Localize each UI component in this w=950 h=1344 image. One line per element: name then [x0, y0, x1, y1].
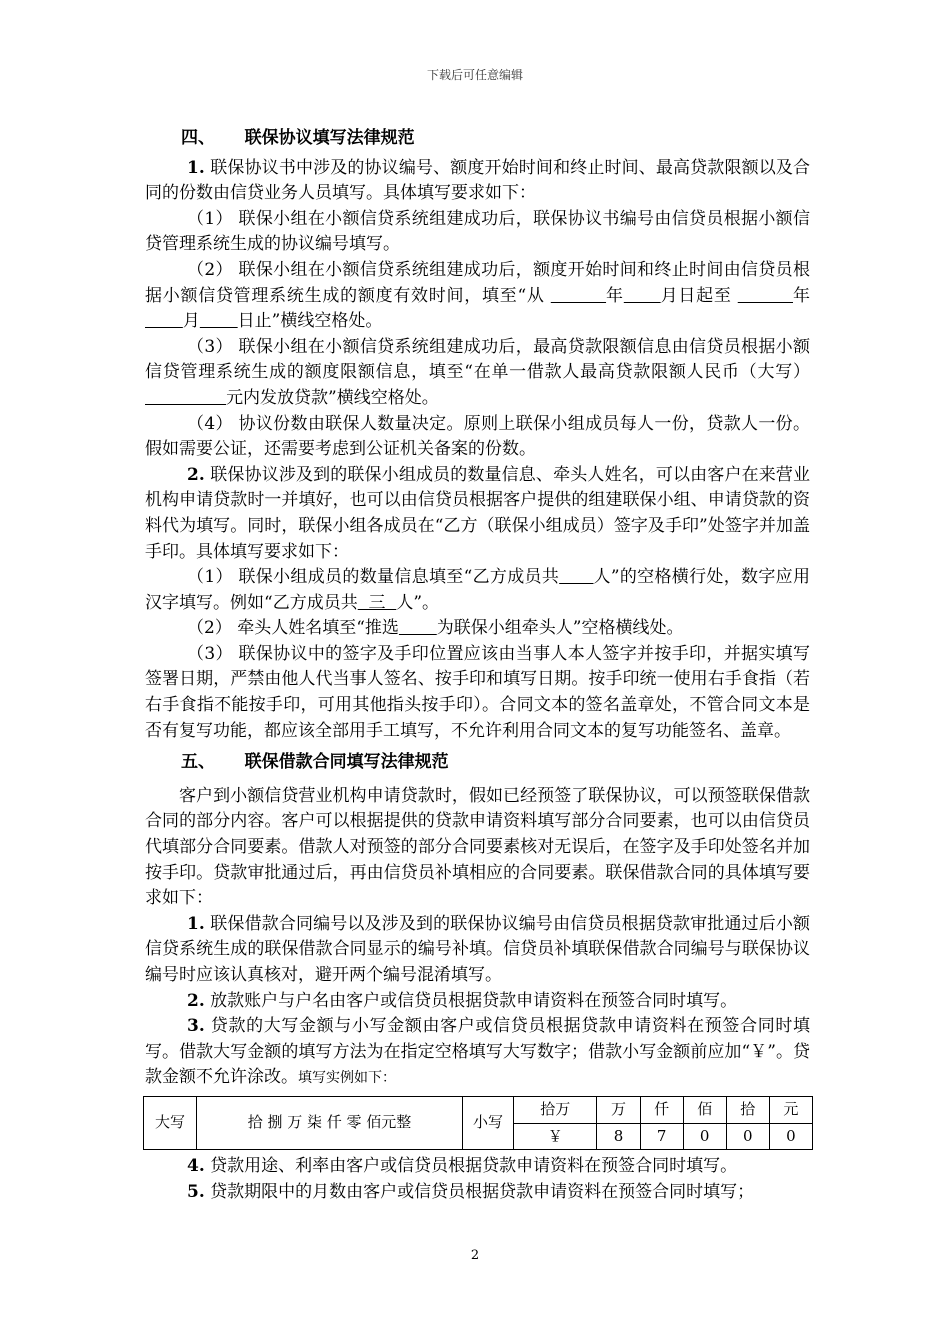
blank-line	[559, 567, 593, 587]
unit-cell: 仟	[640, 1096, 683, 1123]
paragraph: 4. 贷款用途、利率由客户或信贷员根据贷款申请资料在预签合同时填写。	[187, 1156, 738, 1177]
section-4-heading	[145, 126, 810, 152]
paragraph: 1. 联保借款合同编号以及涉及到的联保协议编号由信贷员根据贷款审批通过后小额信贷系统生成的联保借款合同显示的编号补填。信贷员补填联保借款合同编号与联保协议编号时应该认真核对，避开两个编号混淆填写。	[145, 913, 811, 985]
paragraph: 3. 贷款的大写金额与小写金额由客户或信贷员根据贷款申请资料在预签合同时填写。借款大写金额的填写方法为在指定空格填写大写数字；借款小写金额前应加“￥”。贷款金额不允许涂改。填写实例如下：	[145, 1016, 810, 1088]
unit-cell: 拾	[726, 1096, 769, 1123]
digit-cell: 7	[640, 1123, 683, 1150]
big-amount-label: 大写	[144, 1096, 197, 1149]
paragraph: （1） 联保小组成员的数量信息填至“乙方成员共 人”的空格横行处，数字应用汉字填写。例如“乙方成员共 三 人”。	[145, 567, 810, 613]
paragraph: 5. 贷款期限中的月数由客户或信贷员根据贷款申请资料在预签合同时填写；	[187, 1181, 755, 1202]
small-amount-label: 小写	[463, 1096, 514, 1149]
paragraph: （2） 牵头人姓名填至“推选 为联保小组牵头人”空格横线处。	[187, 618, 684, 639]
section-5-number: 五、	[181, 752, 215, 773]
blank-line	[145, 311, 183, 331]
blank-line	[624, 286, 661, 306]
paragraph: （2） 联保小组在小额信贷系统组建成功后，额度开始时间和终止时间由信贷员根据小额信贷管理系统生成的额度有效时间，填至“从 年 月日起至 年 月 日止”横线空格处。	[145, 259, 810, 332]
unit-cell: 佰	[683, 1096, 726, 1123]
unit-cell: 万	[597, 1096, 640, 1123]
blank-line	[145, 388, 226, 408]
digit-cell: 0	[769, 1123, 812, 1150]
blank-line	[738, 286, 793, 306]
unit-cell: 拾万	[514, 1096, 597, 1123]
blank-line	[551, 286, 606, 306]
paragraph: 2. 联保协议涉及到的联保小组成员的数量信息、牵头人姓名，可以由客户在来营业机构申请贷款时一并填好，也可以由信贷员根据客户提供的组建联保小组、申请贷款的资料代为填写。同时，联保小组各成员在“乙方（联保小组成员）签字及手印”处签字并加盖手印。具体填写要求如下：	[145, 464, 811, 562]
page-number: 2	[470, 1248, 480, 1263]
paragraph: 1. 联保协议书中涉及的协议编号、额度开始时间和终止时间、最高贷款限额以及合同的份数由信贷业务人员填写。具体填写要求如下：	[145, 157, 811, 204]
unit-cell: 元	[769, 1096, 812, 1123]
digit-cell: 8	[597, 1123, 640, 1150]
big-amount-value: 拾 捌 万 柒 仟 零 佰元整	[197, 1096, 463, 1149]
paragraph: 客户到小额信贷营业机构申请贷款时，假如已经预签了联保协议，可以预签联保借款合同的部分内容。客户可以根据提供的贷款申请资料填写部分合同要素，也可以由信贷员代填部分合同要素。借款人对预签的部分合同要素核对无误后，在签字及手印处签名并加按手印。贷款审批通过后，再由信贷员补填相应的合同要素。联保借款合同的具体填写要求如下：	[145, 785, 810, 909]
document-body	[145, 124, 810, 1205]
paragraph: 2. 放款账户与户名由客户或信贷员根据贷款申请资料在预签合同时填写。	[187, 990, 738, 1011]
amount-example-table	[143, 1096, 813, 1150]
section-5-title: 联保借款合同填写法律规范	[244, 752, 449, 773]
section-5-heading	[145, 750, 810, 776]
paragraph: （3） 联保小组在小额信贷系统组建成功后，最高贷款限额信息由信贷员根据小额信贷管理系统生成的额度限额信息，填至“在单一借款人最高贷款限额人民币（大写） 元内发放贷款”横线空格处。	[145, 336, 810, 408]
digit-cell: ￥	[514, 1123, 597, 1150]
page-header: 下载后可任意编辑	[426, 68, 523, 82]
digit-cell: 0	[683, 1123, 726, 1150]
paragraph: （4） 协议份数由联保人数量决定。原则上联保小组成员每人一份，贷款人一份。假如需要公证，还需要考虑到公证机关备案的份数。	[145, 413, 810, 460]
section-4-title: 联保协议填写法律规范	[244, 128, 415, 148]
digit-cell: 0	[726, 1123, 769, 1150]
blank-line	[399, 618, 437, 638]
paragraph: （3） 联保协议中的签字及手印位置应该由当事人本人签字并按手印，并据实填写签署日期，严禁由他人代当事人签名、按手印和填写日期。按手印统一使用右手食指（若右手食指不能按手印，可用其他指头按手印）。合同文本的签名盖章处，不管合同文本是否有复写功能，都应该全部用手工填写，不允许利用合同文本的复写功能签名、盖章。	[145, 643, 810, 741]
section-4-number: 四、	[181, 128, 215, 148]
blank-line	[200, 311, 238, 331]
filled-blank: 三	[357, 592, 397, 613]
paragraph: （1） 联保小组在小额信贷系统组建成功后，联保协议书编号由信贷员根据小额信贷管理系统生成的协议编号填写。	[145, 208, 810, 255]
